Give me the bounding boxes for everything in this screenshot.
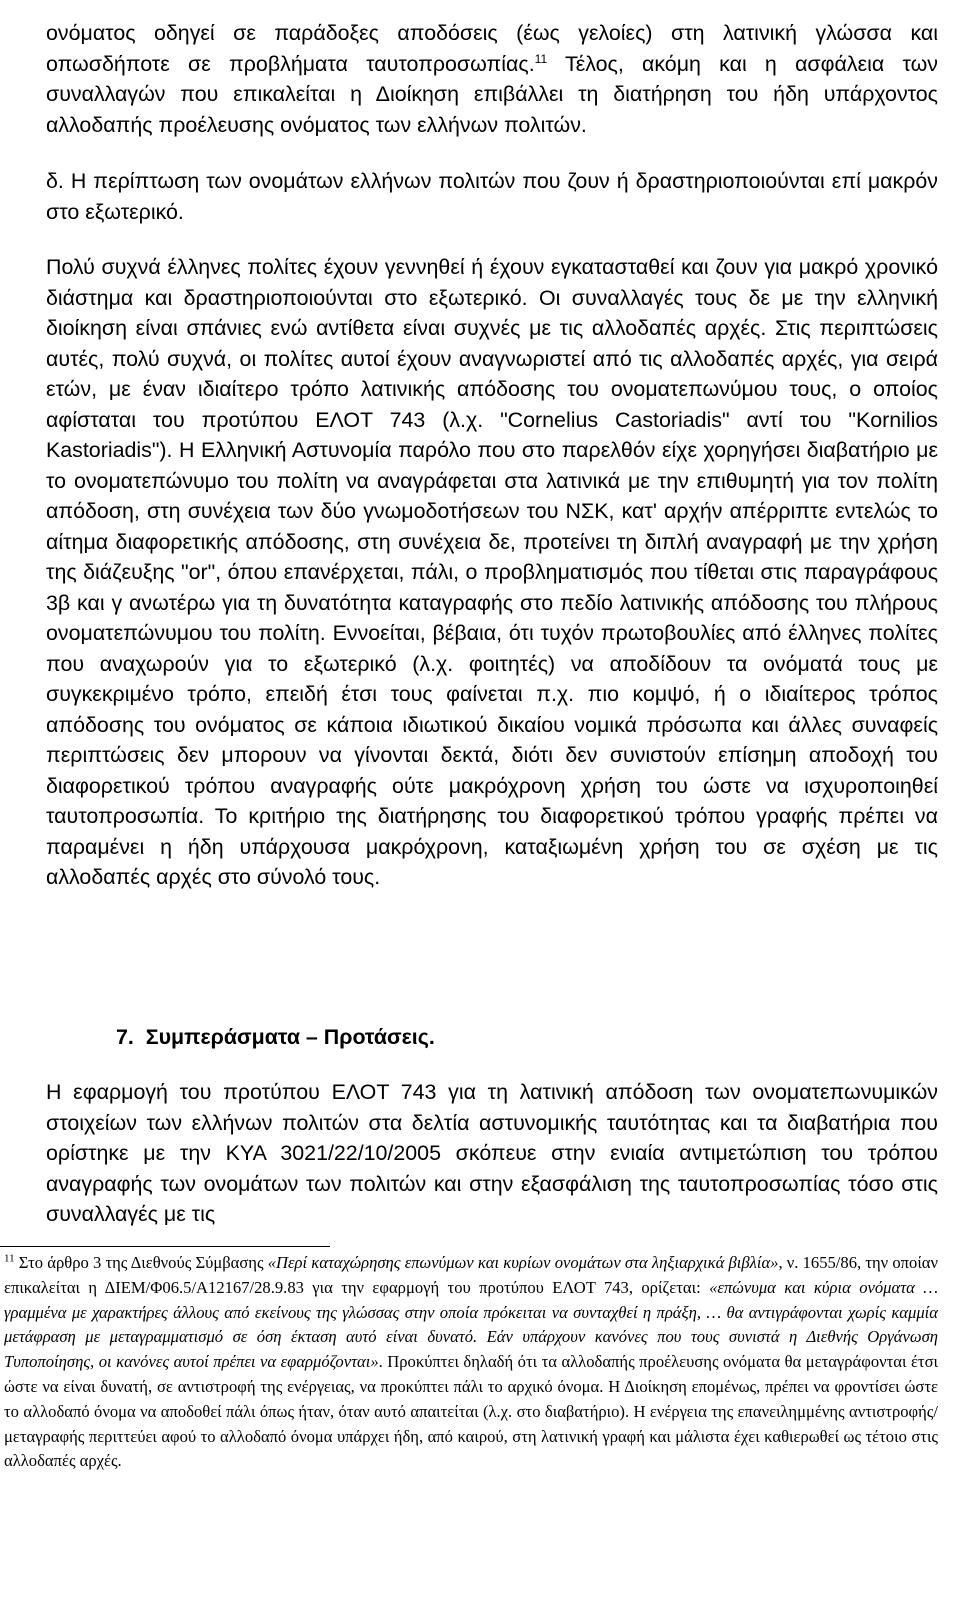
paragraph-citizens-abroad: Πολύ συχνά έλληνες πολίτες έχουν γεννηθεί ή έχουν εγκατασταθεί και ζουν για μακρό χρονικό διάστημα και δραστηριοποιούνται στο εξωτερικό. Οι συναλλαγές τους δε με την ελληνική διοίκηση είναι σπάνιες ενώ αντίθετα είναι συχνές με τις αλλοδαπές αρχές. Στις περιπτώσεις αυτές, πολύ συχνά, οι πολίτες αυτοί έχουν αναγνωριστεί από τις αλλοδαπές αρχές, για σειρά ετών, με έναν ιδιαίτερο τρόπο λατινικής απόδοσης του ονοματεπωνύμου τους, ο οποίος αφίσταται του προτύπου ΕΛΟΤ 743 (λ.χ. "Cornelius Castoriadis" αντί του "Kornilios Kastoriadis"). Η Ελληνική Αστυνομία παρόλο που στο παρελθόν είχε χορηγήσει διαβατήριο με το ονοματεπώνυμο του πολίτη να αναγράφεται στα λατινικά με την επιθυμητή για τον πολίτη απόδοση, στη συνέχεια των δύο γνωμοδοτήσεων του ΝΣΚ, κατ' αρχήν απέρριπτε εντελώς το αίτημα διαφορετικής απόδοσης, στη συνέχεια δε, προτείνει τη διπλή αναγραφή με την χρήση της διάζευξης "or", όπου επανέρχεται, πάλι, ο προβληματισμός που τίθεται στις παραγράφους 3β και γ ανωτέρω για τη δυνατότητα καταγραφής στο πεδίο λατινικής απόδοσης του πλήρους ονοματεπώνυμου του πολίτη. Εννοείται, βέβαια, ότι τυχόν πρωτοβουλίες από έλληνες πολίτες που αναχωρούν για το εξωτερικό (λ.χ. φοιτητές) να αποδίδουν τα ονόματά τους με συγκεκριμένο τρόπο, επειδή έτσι τους φαίνεται π.χ. πιο κομψό, ή ο ιδιαίτερος τρόπος απόδοσης του ονόματος σε κάποια ιδιωτικού δικαίου νομικά πρόσωπα και άλλες συναφείς περιπτώσεις δεν μπορουν να γίνονται δεκτά, διότι δεν συνιστούν επίσημη αποδοχή του διαφορετικού τρόπου αναγραφής ούτε μακρόχρονη χρήση του ώστε να ισχυροποιηθεί ταυτοπροσωπία. Το κριτήριο της διατήρησης του διαφορετικού τρόπου γραφής πρέπει να παραμένει η ήδη υπάρχουσα μακρόχρονη, καταξιωμένη χρήση του σε σχέση με τις αλλοδαπές αρχές στο σύνολό τους. [46, 255, 938, 889]
footnote-text-3: . Προκύπτει δηλαδή ότι τα αλλοδαπής προέλευσης ονόματα θα μεταγράφονται έτσι ώστε να είναι δυνατή, σε αντιστροφή της ενέργειας, να προκύπτει πάλι το αρχικό όνομα. Η Διοίκηση επομένως, πρέπει να φροντίσει ώστε το αλλοδαπό όνομα να αποδοθεί πάλι όπως ήταν, όταν αυτό απαιτείται (λ.χ. στο διαβατήριο). Η ενέργεια της επανειλημμένης αντιστροφής/μεταγραφής περιττεύει αφού το αλλοδαπό όνομα υπάρχει ήδη, από καιρού, στη λατινική γραφή και μάλιστα έχει καθιερωθεί ως τέτοιο στις αλλοδαπές αρχές. [4, 1352, 938, 1471]
footnote-text-1: Στο άρθρο 3 της Διεθνούς Σύμβασης [14, 1253, 268, 1272]
footnote-number: 11 [4, 1252, 15, 1265]
footnote-separator [0, 1246, 330, 1247]
section-7-heading [116, 1022, 435, 1052]
paragraph1-text-b: Τέλος, ακόμη και η ασφάλεια των συναλλαγών που επικαλείται η Διοίκηση επιβάλλει τη διατήρηση του ήδη υπάρχοντος αλλοδαπής προέλευσης ονόματος των ελλήνων πολιτών. [46, 51, 938, 137]
paragraph-conclusions: Η εφαρμογή του προτύπου ΕΛΟΤ 743 για τη λατινική απόδοση των ονοματεπωνυμικών στοιχείων των ελλήνων πολιτών στα δελτία αστυνομικής ταυτότητας και τα διαβατήρια που ορίστηκε με την ΚΥΑ 3021/22/10/2005 σκόπευε στην ενιαία αντιμετώπιση του τρόπου αναγραφής των ονομάτων των πολιτών και στην εξασφάλιση της ταυτοπροσωπίας τόσο στις συναλλαγές με τις [46, 1080, 938, 1226]
footnote-quote-article: «επώνυμα και κύρια ονόματα … γραμμένα με χαρακτήρες άλλους από εκείνους της γλώσσας στην οποία πρόκειται να συνταχθεί η πράξη, … θα αντιγράφονται χωρίς καμμία μετάφραση με μεταγραμματισμό σε όση έκταση αυτό είναι δυνατό. Εάν υπάρχουν κανόνες που τους συνιστά η Διεθνής Οργάνωση Τυποποίησης, οι κανόνες αυτοί πρέπει να εφαρμόζονται» [4, 1277, 938, 1372]
section-7-number: 7. [116, 1025, 134, 1049]
footnote-11 [4, 1251, 938, 1474]
section-d-heading: δ. Η περίπτωση των ονομάτων ελλήνων πολιτών που ζουν ή δραστηριοποιούνται επί μακρόν στο εξωτερικό. [46, 169, 938, 224]
footnote-reference-11[interactable]: 11 [534, 51, 548, 66]
paragraph-names-foreign-origin [46, 18, 938, 140]
paragraph1-text-a: ονόματος οδηγεί σε παράδοξες αποδόσεις (έως γελοίες) στη λατινική γλώσσα και οπωσδήποτε σε προβλήματα ταυτοπροσωπίας. [46, 21, 938, 76]
section-7-title: Συμπεράσματα – Προτάσεις. [145, 1025, 435, 1049]
footnote-quote-convention-title: «Περί καταχώρησης επωνύμων και κυρίων ονομάτων στα ληξιαρχικά βιβλία» [267, 1253, 779, 1272]
footnote-text-2: , ν. 1655/86, την οποίαν επικαλείται η ΔΙΕΜ/Φ06.5/Α12167/28.9.83 για την εφαρμογή του προτύπου ΕΛΟΤ 743, ορίζεται: [4, 1253, 938, 1297]
